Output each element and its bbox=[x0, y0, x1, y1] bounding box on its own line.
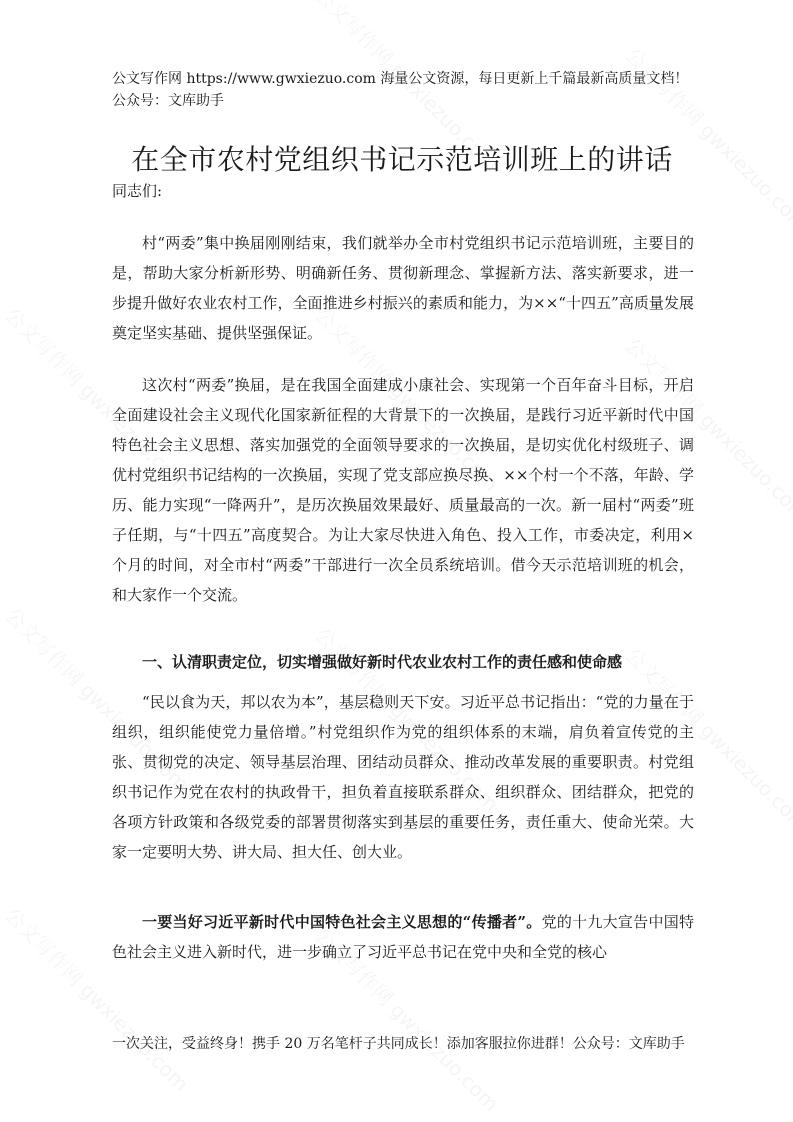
paragraph-section-1: “民以食为天，邦以农为本”，基层稳则天下安。习近平总书记指出：“党的力量在于组织，组织能使党力量倍增。”村党组织作为党的组织体系的末端，肩负着宣传党的主张、贯彻党的决定、领导基层治理、团结动员群众、推动改革发展的重要职责。村党组织书记作为党在农村的执政骨干，担负着直接联系群众、组织群众、团结群众，把党的各项方针政策和各级党委的部署贯彻落实到基层的重要任务，责任重大、使命光荣。大家一定要明大势、讲大局、担大任、创大业。 bbox=[112, 693, 694, 861]
paragraph-intro: 村“两委”集中换届刚刚结束，我们就举办全市村党组织书记示范培训班，主要目的是，帮助大家分析新形势、明确新任务、贯彻新理念、掌握新方法、落实新要求，进一步提升做好农业农村工作，全面推进乡村振兴的素质和能力，为××“十四五”高质量发展奠定坚实基础、提供坚强保证。 bbox=[112, 234, 694, 342]
paragraph-background: 这次村“两委”换届，是在我国全面建成小康社会、实现第一个百年奋斗目标，开启全面建设社会主义现代化国家新征程的大背景下的一次换届，是践行习近平新时代中国特色社会主义思想、落实加强党的全面领导要求的一次换届，是切实优化村级班子、调优村党组织书记结构的一次换届，实现了党支部应换尽换、××个村一个不落，年龄、学历、能力实现“一降两升”，是历次换届效果最好、质量最高的一次。新一届村“两委”班子任期，与“十四五”高度契合。为让大家尽快进入角色、投入工作，市委决定，利用×个月的时间，对全市村“两委”干部进行一次全员系统培训。借今天示范培训班的机会，和大家作一个交流。 bbox=[112, 376, 694, 604]
point-1-body: 党的十九大宣告中国特色社会主义进入新时代，进一步确立了习近平总书记在党中央和全党的核心 bbox=[112, 913, 694, 961]
paragraph-point-1 bbox=[112, 907, 694, 967]
section-heading-1: 一、认清职责定位，切实增强做好新时代农业农村工作的责任感和使命感 bbox=[142, 653, 623, 671]
document-title: 在全市农村党组织书记示范培训班上的讲话 bbox=[131, 143, 673, 176]
page-footer: 一次关注，受益终身！携手 20 万名笔杆子共同成长！添加客服拉你进群！公众号：文库助手 bbox=[112, 1036, 685, 1052]
point-1-lead: 一要当好习近平新时代中国特色社会主义思想的“传播者”。 bbox=[142, 913, 542, 931]
salutation: 同志们: bbox=[112, 182, 163, 200]
page-header: 公文写作网 https://www.gwxiezuo.com 海量公文资源，每日更新上千篇最新高质量文档！ 公众号：文库助手 bbox=[112, 71, 689, 109]
